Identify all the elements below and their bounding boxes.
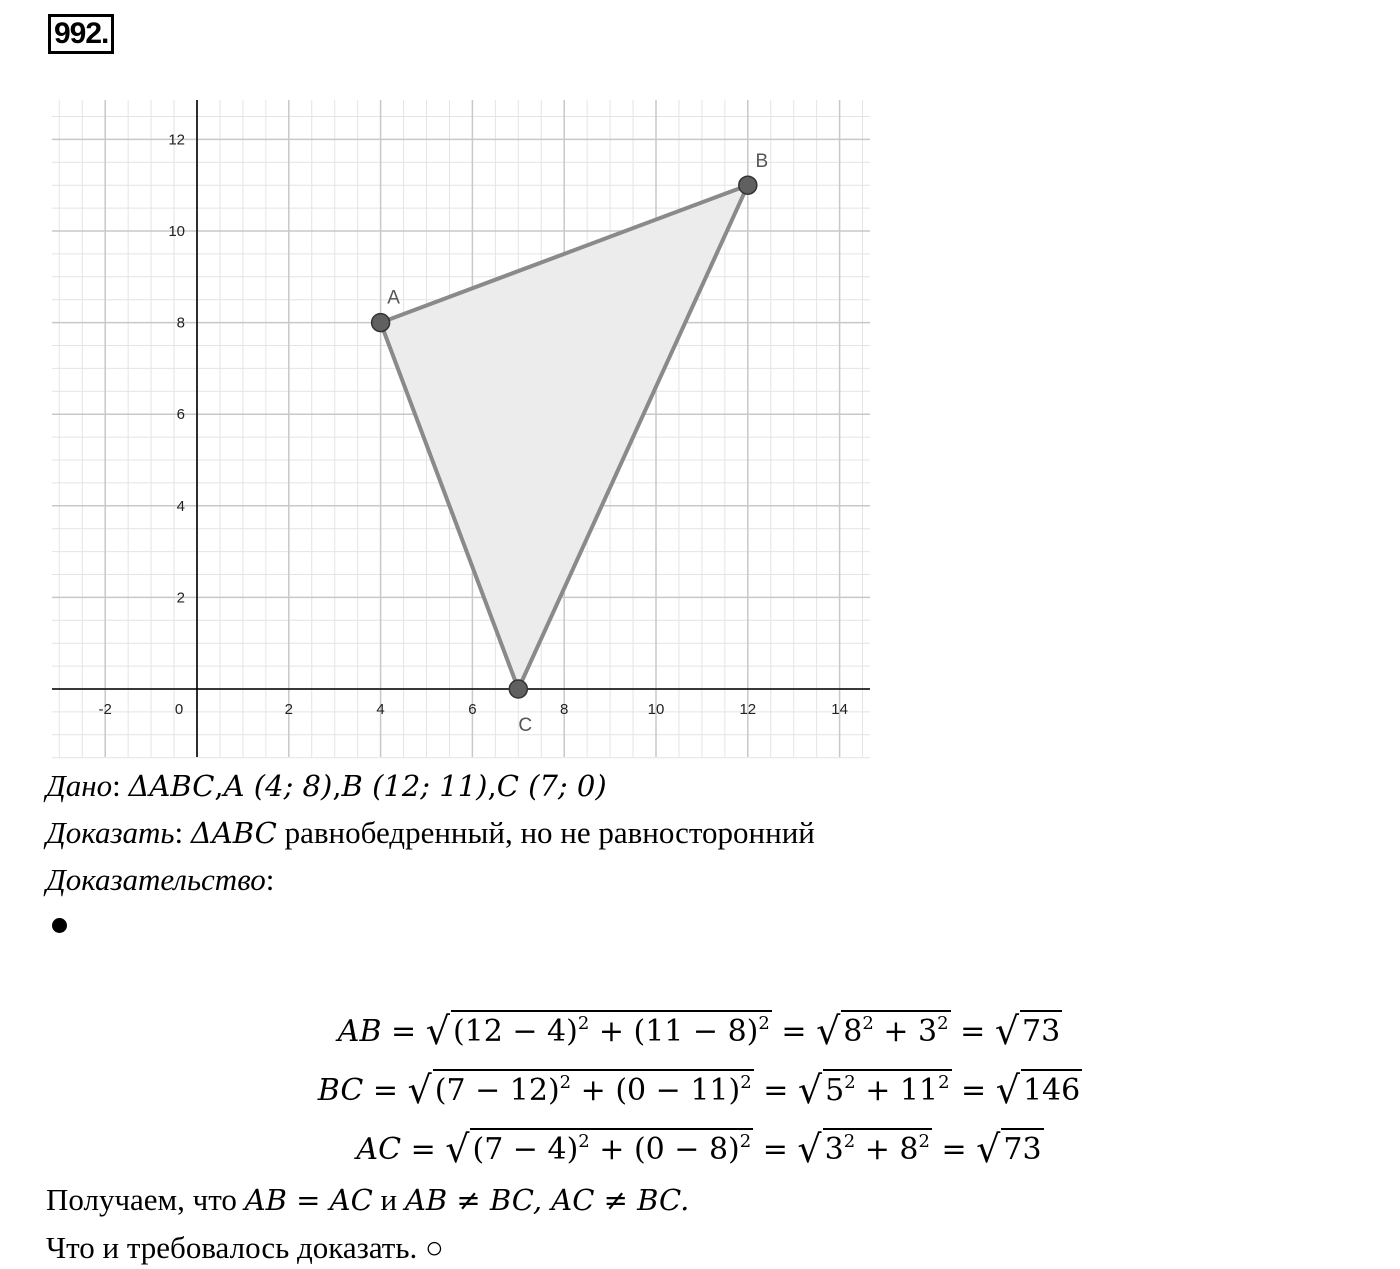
point-label-b: B bbox=[755, 151, 769, 173]
equation-term: 8 bbox=[899, 1132, 919, 1167]
prove-line: Доказать: ΔABC равнобедренный, но не равносторонний bbox=[46, 815, 815, 850]
x-tick-label: 12 bbox=[739, 701, 757, 718]
given-label: Дано bbox=[46, 768, 113, 803]
equation-term: (12 − 4) bbox=[452, 1014, 578, 1049]
point-b bbox=[739, 176, 757, 194]
x-tick-label: 10 bbox=[647, 701, 665, 718]
given-triangle: ΔABC bbox=[128, 769, 215, 803]
y-tick-label: 4 bbox=[176, 497, 185, 515]
equation-term: (0 − 8) bbox=[633, 1132, 740, 1167]
conclusion-eq2: AB ≠ BC, AC ≠ BC. bbox=[404, 1183, 690, 1217]
qed-line: Что и требовалось доказать. ○ bbox=[46, 1230, 444, 1265]
equation-lhs: BC bbox=[317, 1073, 364, 1108]
equation-ab: AB = √ $(12 - 4)^2 + (11 - 8)^2$ = √ $8^2 + 3^2$ = √ 73 bbox=[337, 1009, 1061, 1053]
equation-term: 3 bbox=[918, 1014, 938, 1049]
point-c bbox=[509, 680, 527, 698]
x-tick-label: 8 bbox=[560, 701, 569, 718]
equation-term: 5 bbox=[825, 1073, 845, 1108]
equation-term: 11 bbox=[899, 1073, 939, 1108]
prove-text: равнобедренный, но не равносторонний bbox=[284, 815, 815, 850]
equation-term: (11 − 8) bbox=[633, 1014, 759, 1049]
given-line: Дано: ΔABC,A (4; 8),B (12; 11),C (7; 0) bbox=[46, 768, 607, 803]
conclusion-line bbox=[46, 1180, 689, 1220]
y-tick-label: 12 bbox=[168, 131, 185, 149]
equation-term: (7 − 12) bbox=[434, 1073, 560, 1108]
prove-triangle: ΔABC bbox=[190, 816, 277, 850]
bullet-icon bbox=[52, 918, 67, 933]
point-b-coords: B (12; 11) bbox=[341, 769, 488, 803]
point-a-coords: A (4; 8) bbox=[223, 769, 333, 803]
x-tick-label: 2 bbox=[284, 701, 293, 718]
x-tick-label: -2 bbox=[98, 701, 112, 718]
point-label-c: C bbox=[518, 715, 533, 736]
x-tick-label: 6 bbox=[468, 701, 477, 718]
y-tick-label: 6 bbox=[176, 406, 185, 424]
equation-ac: AC = √ $(7 - 4)^2 + (0 - 8)^2$ = √ $3^2 + 8^2$ = √ 73 bbox=[356, 1127, 1042, 1171]
y-tick-label: 8 bbox=[176, 314, 185, 332]
equation-term: (7 − 4) bbox=[472, 1132, 579, 1167]
equation-result: 146 bbox=[1021, 1069, 1082, 1111]
equation-term: (0 − 11) bbox=[615, 1073, 741, 1108]
point-c-coords: C (7; 0) bbox=[496, 769, 607, 803]
x-tick-label: 0 bbox=[174, 701, 184, 718]
problem-number: 992. bbox=[48, 14, 114, 54]
point-a bbox=[372, 314, 390, 332]
equation-term: 8 bbox=[843, 1014, 863, 1049]
y-tick-label: 2 bbox=[176, 589, 185, 607]
conclusion-prefix: Получаем, что bbox=[46, 1182, 237, 1217]
equation-lhs: AC bbox=[356, 1132, 402, 1167]
proof-line: Доказательство: bbox=[46, 862, 275, 897]
x-tick-label: 14 bbox=[831, 701, 848, 718]
proof-label: Доказательство bbox=[46, 862, 266, 897]
equation-result: 73 bbox=[1001, 1128, 1043, 1170]
equation-lhs: AB bbox=[337, 1014, 382, 1049]
equation-bc: BC = √ $(7 - 12)^2 + (0 - 11)^2$ = √ $5^2 + 11^2$ = √ 146 bbox=[317, 1068, 1081, 1112]
point-label-a: A bbox=[387, 287, 400, 309]
equation-result: 73 bbox=[1020, 1010, 1062, 1052]
equation-term: 3 bbox=[824, 1132, 844, 1167]
x-tick-label: 4 bbox=[376, 701, 385, 718]
conclusion-conj: и bbox=[380, 1182, 398, 1217]
coordinate-plot bbox=[0, 0, 900, 770]
y-tick-label: 10 bbox=[168, 223, 185, 240]
conclusion-eq1: AB = AC bbox=[244, 1183, 373, 1217]
prove-label: Доказать bbox=[46, 815, 175, 850]
